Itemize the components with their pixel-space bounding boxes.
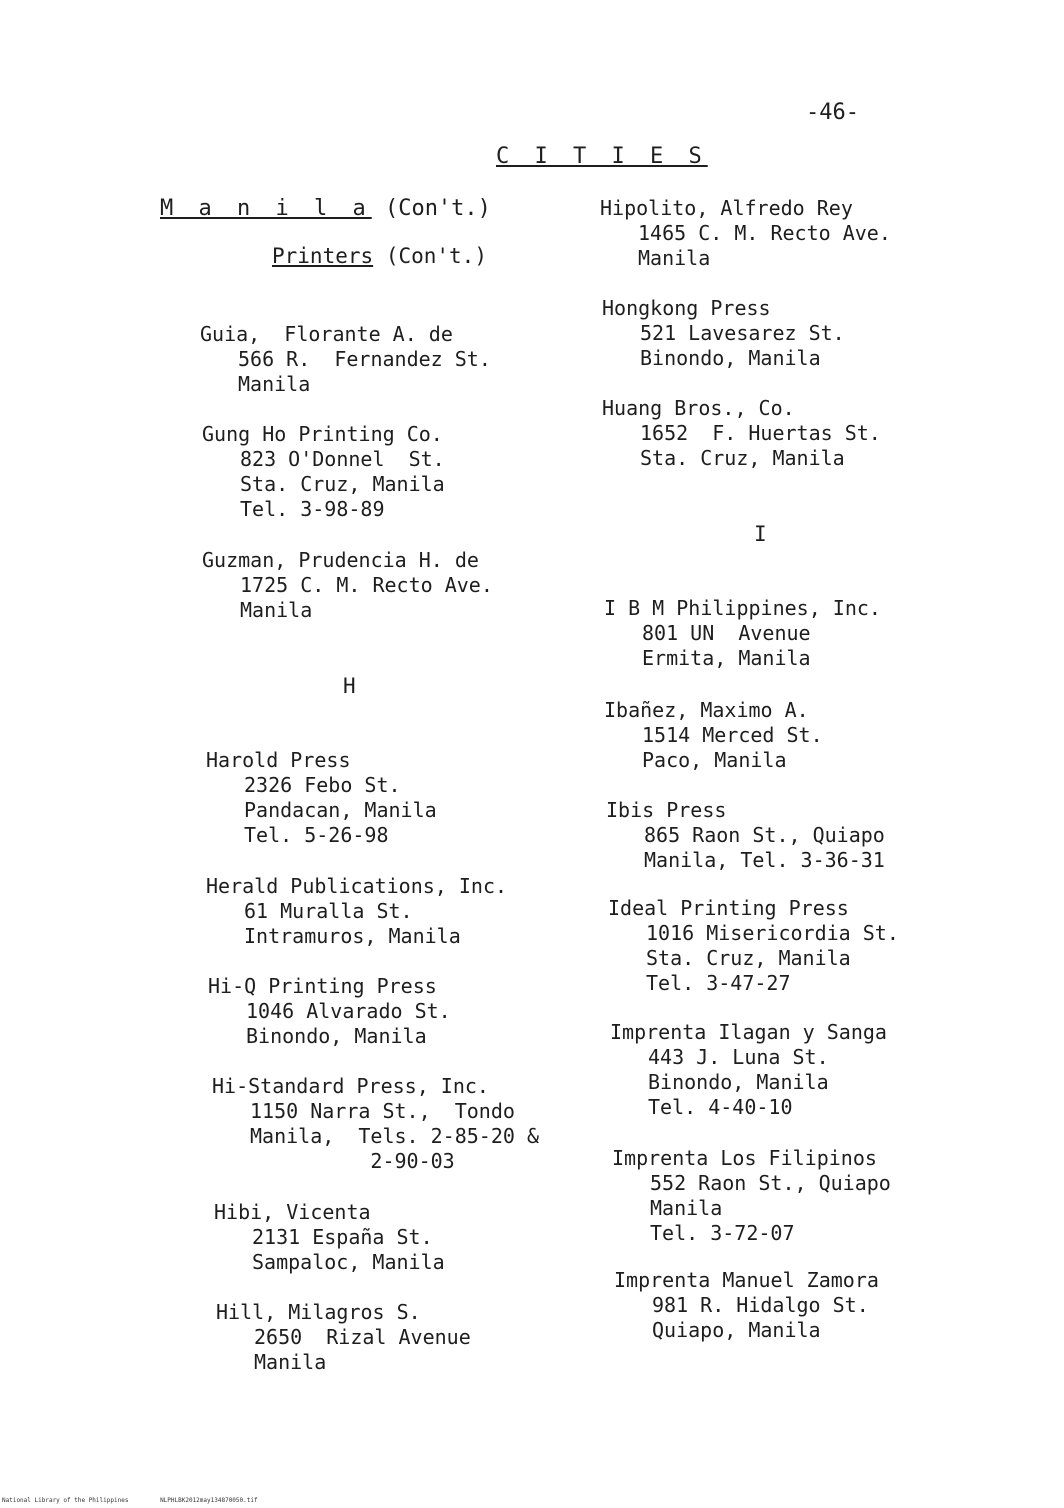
entry-line: 552 Raon St., Quiapo: [650, 1171, 891, 1195]
entry-line: Manila: [238, 372, 311, 396]
directory-entry: [612, 1146, 891, 1246]
directory-entry: [216, 1300, 471, 1375]
directory-entry: [608, 896, 899, 996]
entry-line: Binondo, Manila: [640, 346, 821, 370]
directory-entry: [206, 874, 507, 949]
city-name: M a n i l a: [160, 196, 372, 221]
entry-line: 61 Muralla St.: [244, 899, 413, 923]
entry-name: Ibañez, Maximo A.: [604, 698, 809, 722]
entry-name: Ideal Printing Press: [608, 896, 849, 920]
entry-name: Ibis Press: [606, 798, 727, 822]
entry-line: Intramuros, Manila: [244, 924, 461, 948]
entry-line: 521 Lavesarez St.: [640, 321, 845, 345]
entry-line: 2-90-03: [250, 1149, 455, 1173]
entry-name: Imprenta Manuel Zamora: [614, 1268, 879, 1292]
entry-name: Hipolito, Alfredo Rey: [600, 196, 853, 220]
directory-entry: [614, 1268, 879, 1343]
footer-library: National Library of the Philippines: [2, 1497, 129, 1504]
entry-name: Hibi, Vicenta: [214, 1200, 371, 1224]
entry-line: Sta. Cruz, Manila: [646, 946, 851, 970]
entry-line: 865 Raon St., Quiapo: [644, 823, 885, 847]
entry-name: Imprenta Los Filipinos: [612, 1146, 877, 1170]
city-note: (Con't.): [384, 196, 491, 221]
entry-line: 2326 Febo St.: [244, 773, 401, 797]
directory-entry: [208, 974, 451, 1049]
entry-line: Binondo, Manila: [648, 1070, 829, 1094]
entry-name: I B M Philippines, Inc.: [604, 596, 881, 620]
entry-line: 566 R. Fernandez St.: [238, 347, 491, 371]
directory-entry: [206, 748, 437, 848]
entry-name: Imprenta Ilagan y Sanga: [610, 1020, 887, 1044]
directory-entry: [602, 296, 845, 371]
entry-line: Manila, Tels. 2-85-20 &: [250, 1124, 539, 1148]
entry-line: Binondo, Manila: [246, 1024, 427, 1048]
entry-name: Hill, Milagros S.: [216, 1300, 421, 1324]
directory-entry: [202, 548, 493, 623]
entry-line: 1514 Merced St.: [642, 723, 823, 747]
entry-name: Hongkong Press: [602, 296, 771, 320]
entry-line: Tel. 3-98-89: [240, 497, 385, 521]
entry-name: Guia, Florante A. de: [200, 322, 453, 346]
entry-line: Tel. 3-47-27: [646, 971, 791, 995]
entry-line: Tel. 4-40-10: [648, 1095, 793, 1119]
letter-divider-h: H: [343, 674, 356, 698]
directory-entry: [610, 1020, 887, 1120]
entry-line: Pandacan, Manila: [244, 798, 437, 822]
entry-line: Manila: [650, 1196, 723, 1220]
entry-line: 1150 Narra St., Tondo: [250, 1099, 515, 1123]
directory-entry: [212, 1074, 539, 1174]
entry-line: Manila, Tel. 3-36-31: [644, 848, 885, 872]
entry-line: Sampaloc, Manila: [252, 1250, 445, 1274]
entry-name: Herald Publications, Inc.: [206, 874, 508, 898]
entry-name: Gung Ho Printing Co.: [202, 422, 443, 446]
entry-line: 1725 C. M. Recto Ave.: [240, 573, 493, 597]
category-heading: [272, 244, 487, 268]
entry-line: 1046 Alvarado St.: [246, 999, 451, 1023]
entry-line: 801 UN Avenue: [642, 621, 811, 645]
entry-line: 443 J. Luna St.: [648, 1045, 829, 1069]
directory-entry: [202, 422, 445, 522]
entry-line: 1652 F. Huertas St.: [640, 421, 881, 445]
entry-name: Guzman, Prudencia H. de: [202, 548, 479, 572]
directory-entry: [604, 596, 881, 671]
entry-line: 2650 Rizal Avenue: [254, 1325, 471, 1349]
directory-entry: [602, 396, 881, 471]
footer-file: NLPHLBK2012may134870050.tif: [160, 1497, 258, 1504]
section-heading: C I T I E S: [496, 144, 708, 169]
entry-line: Manila: [240, 598, 313, 622]
entry-name: Hi-Standard Press, Inc.: [212, 1074, 489, 1098]
directory-entry: [600, 196, 891, 271]
entry-line: Sta. Cruz, Manila: [640, 446, 845, 470]
city-heading: [160, 196, 491, 221]
scan-footer: [2, 1497, 286, 1504]
directory-entry: [214, 1200, 445, 1275]
entry-line: 1016 Misericordia St.: [646, 921, 899, 945]
entry-name: Harold Press: [206, 748, 351, 772]
entry-line: Manila: [638, 246, 711, 270]
entry-line: Paco, Manila: [642, 748, 787, 772]
page-number: -46-: [806, 100, 859, 125]
entry-line: Tel. 5-26-98: [244, 823, 389, 847]
entry-line: Quiapo, Manila: [652, 1318, 821, 1342]
entry-line: 1465 C. M. Recto Ave.: [638, 221, 891, 245]
category-name: Printers: [272, 244, 374, 268]
directory-entry: [200, 322, 491, 397]
entry-line: Manila: [254, 1350, 327, 1374]
entry-name: Hi-Q Printing Press: [208, 974, 437, 998]
entry-name: Huang Bros., Co.: [602, 396, 795, 420]
entry-line: 823 O'Donnel St.: [240, 447, 445, 471]
entry-line: Ermita, Manila: [642, 646, 811, 670]
directory-entry: [604, 698, 823, 773]
entry-line: Sta. Cruz, Manila: [240, 472, 445, 496]
directory-entry: [606, 798, 885, 873]
letter-divider-i: I: [754, 522, 767, 546]
category-note: (Con't.): [385, 244, 487, 268]
entry-line: 981 R. Hidalgo St.: [652, 1293, 869, 1317]
entry-line: Tel. 3-72-07: [650, 1221, 795, 1245]
entry-line: 2131 España St.: [252, 1225, 433, 1249]
